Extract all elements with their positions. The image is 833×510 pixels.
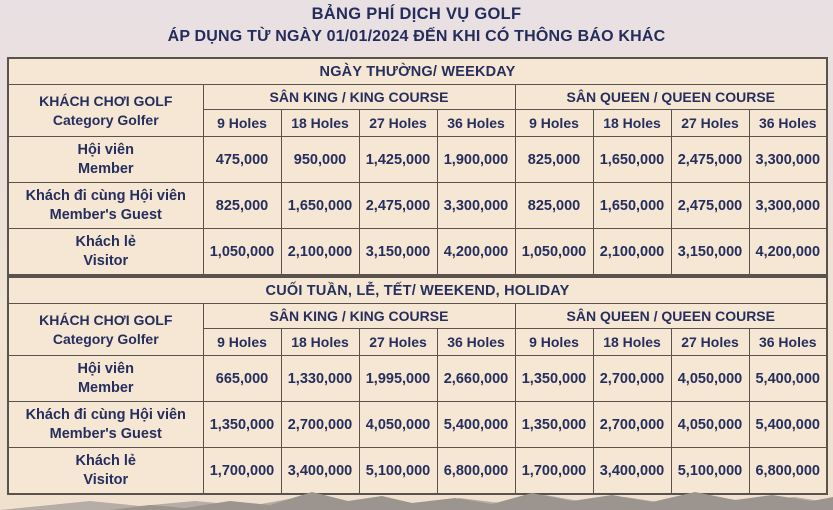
row-label-cell — [8, 183, 203, 229]
weekday-course-header-row — [8, 85, 827, 110]
price-cell: 1,995,000 — [359, 356, 437, 402]
price-cell: 3,300,000 — [749, 137, 827, 183]
weekend-banner-row — [8, 277, 827, 304]
fee-tables — [7, 57, 828, 495]
page-subtitle: ÁP DỤNG TỪ NGÀY 01/01/2024 ĐẾN KHI CÓ THÔNG BÁO KHÁC — [167, 28, 666, 45]
category-header-line2: Category Golfer — [52, 330, 159, 347]
price-cell: 1,650,000 — [593, 137, 671, 183]
holes-header: 18 Holes — [281, 329, 359, 356]
holes-header: 18 Holes — [593, 110, 671, 137]
holes-header: 9 Holes — [203, 110, 281, 137]
row-label-cell — [8, 356, 203, 402]
row-label-cell — [8, 137, 203, 183]
price-cell: 1,650,000 — [281, 183, 359, 229]
price-cell: 2,700,000 — [593, 356, 671, 402]
price-cell: 5,100,000 — [671, 448, 749, 495]
row-label-line1: Khách đi cùng Hội viên — [25, 406, 186, 423]
price-cell: 2,100,000 — [593, 229, 671, 276]
price-cell: 1,350,000 — [203, 402, 281, 448]
category-header-cell — [8, 304, 203, 356]
price-cell: 825,000 — [515, 183, 593, 229]
price-cell: 665,000 — [203, 356, 281, 402]
price-cell: 1,650,000 — [593, 183, 671, 229]
holes-header: 9 Holes — [203, 329, 281, 356]
price-cell: 1,350,000 — [515, 402, 593, 448]
mountain-silhouette — [0, 470, 833, 510]
weekday-fee-table — [7, 57, 828, 276]
price-cell: 1,900,000 — [437, 137, 515, 183]
price-cell: 4,200,000 — [749, 229, 827, 276]
price-cell: 1,050,000 — [515, 229, 593, 276]
price-cell: 4,050,000 — [671, 356, 749, 402]
price-cell: 950,000 — [281, 137, 359, 183]
row-label-cell — [8, 402, 203, 448]
holes-header: 9 Holes — [515, 329, 593, 356]
price-cell: 2,475,000 — [359, 183, 437, 229]
weekday-banner-row — [8, 58, 827, 85]
price-cell: 6,800,000 — [437, 448, 515, 495]
holes-header: 36 Holes — [437, 329, 515, 356]
row-label-line1: Khách đi cùng Hội viên — [25, 187, 186, 204]
price-cell: 1,350,000 — [515, 356, 593, 402]
category-header-cell — [8, 85, 203, 137]
holes-header: 9 Holes — [515, 110, 593, 137]
price-cell: 6,800,000 — [749, 448, 827, 495]
row-label-line2: Member's Guest — [49, 206, 162, 223]
row-label-line2: Member's Guest — [49, 425, 162, 442]
weekend-guest-row — [8, 402, 827, 448]
price-cell: 5,100,000 — [359, 448, 437, 495]
price-cell: 2,660,000 — [437, 356, 515, 402]
price-cell: 2,700,000 — [281, 402, 359, 448]
price-cell: 3,300,000 — [749, 183, 827, 229]
price-cell: 2,700,000 — [593, 402, 671, 448]
price-cell: 1,700,000 — [515, 448, 593, 495]
holes-header: 36 Holes — [749, 110, 827, 137]
weekend-member-row — [8, 356, 827, 402]
price-cell: 4,200,000 — [437, 229, 515, 276]
price-cell: 5,400,000 — [749, 402, 827, 448]
price-cell: 5,400,000 — [749, 356, 827, 402]
price-cell: 1,050,000 — [203, 229, 281, 276]
price-cell: 4,050,000 — [359, 402, 437, 448]
category-header-line2: Category Golfer — [52, 111, 159, 128]
price-cell: 475,000 — [203, 137, 281, 183]
price-cell: 1,700,000 — [203, 448, 281, 495]
page-title: BẢNG PHÍ DỊCH VỤ GOLF — [311, 5, 522, 23]
weekday-visitor-row — [8, 229, 827, 276]
holes-header: 36 Holes — [437, 110, 515, 137]
price-cell: 825,000 — [203, 183, 281, 229]
price-cell: 1,425,000 — [359, 137, 437, 183]
queen-course-header: SÂN QUEEN / QUEEN COURSE — [515, 85, 827, 110]
weekday-guest-row — [8, 183, 827, 229]
holes-header: 27 Holes — [671, 329, 749, 356]
king-course-header: SÂN KING / KING COURSE — [203, 85, 515, 110]
price-cell: 5,400,000 — [437, 402, 515, 448]
price-cell: 3,400,000 — [281, 448, 359, 495]
holes-header: 18 Holes — [281, 110, 359, 137]
price-cell: 4,050,000 — [671, 402, 749, 448]
weekend-course-header-row — [8, 304, 827, 329]
row-label-line2: Visitor — [83, 252, 129, 269]
weekend-fee-table — [7, 276, 828, 495]
row-label-cell — [8, 229, 203, 276]
weekday-member-row — [8, 137, 827, 183]
row-label-line1: Khách lẻ — [75, 452, 136, 469]
row-label-line1: Hội viên — [77, 360, 134, 377]
king-course-header: SÂN KING / KING COURSE — [203, 304, 515, 329]
row-label-line2: Visitor — [83, 471, 129, 488]
holes-header: 27 Holes — [359, 329, 437, 356]
queen-course-header: SÂN QUEEN / QUEEN COURSE — [515, 304, 827, 329]
weekday-section-banner: NGÀY THƯỜNG/ WEEKDAY — [8, 58, 827, 85]
row-label-line2: Member — [77, 160, 134, 177]
holes-header: 36 Holes — [749, 329, 827, 356]
row-label-line1: Hội viên — [77, 141, 134, 158]
row-label-line1: Khách lẻ — [75, 233, 136, 250]
holes-header: 27 Holes — [359, 110, 437, 137]
price-cell: 2,475,000 — [671, 183, 749, 229]
row-label-line2: Member — [77, 379, 134, 396]
category-header-line1: KHÁCH CHƠI GOLF — [39, 311, 173, 328]
price-cell: 2,475,000 — [671, 137, 749, 183]
price-cell: 3,300,000 — [437, 183, 515, 229]
price-cell: 3,150,000 — [671, 229, 749, 276]
weekend-section-banner: CUỐI TUẦN, LỄ, TẾT/ WEEKEND, HOLIDAY — [8, 277, 827, 304]
category-header-line1: KHÁCH CHƠI GOLF — [39, 92, 173, 109]
holes-header: 18 Holes — [593, 329, 671, 356]
price-cell: 1,330,000 — [281, 356, 359, 402]
price-cell: 825,000 — [515, 137, 593, 183]
holes-header: 27 Holes — [671, 110, 749, 137]
price-cell: 3,400,000 — [593, 448, 671, 495]
price-cell: 3,150,000 — [359, 229, 437, 276]
title-block — [0, 0, 833, 46]
price-cell: 2,100,000 — [281, 229, 359, 276]
